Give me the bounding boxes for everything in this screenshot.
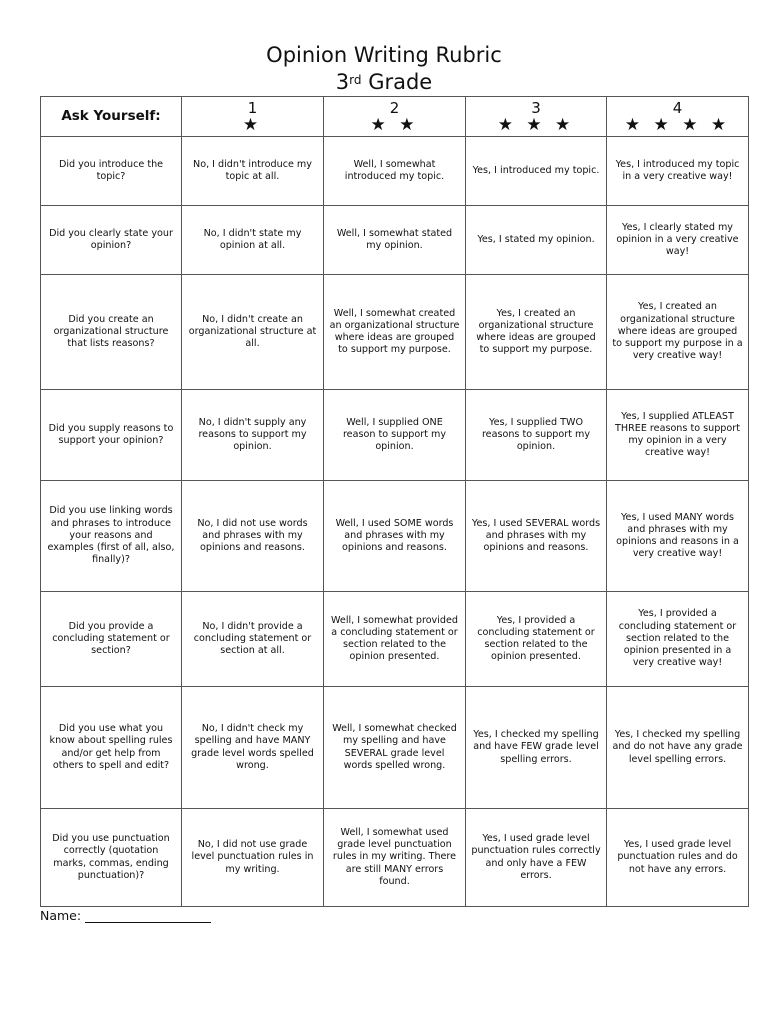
rubric-cell: Yes, I clearly stated my opinion in a very creative way! (607, 206, 749, 275)
table-row (41, 481, 749, 592)
rubric-cell: Yes, I checked my spelling and do not have any grade level spelling errors. (607, 687, 749, 809)
rubric-cell: Well, I used SOME words and phrases with my opinions and reasons. (324, 481, 466, 592)
rubric-cell: No, I didn't supply any reasons to support my opinion. (182, 390, 324, 481)
rubric-cell: Yes, I provided a concluding statement or section related to the opinion presented in a very creative way! (607, 592, 749, 687)
rubric-cell: No, I didn't check my spelling and have MANY grade level words spelled wrong. (182, 687, 324, 809)
rubric-cell: Yes, I stated my opinion. (466, 206, 607, 275)
rubric-cell: Well, I somewhat created an organizational structure where ideas are grouped to support my purpose. (324, 275, 466, 390)
question-cell: Did you provide a concluding statement or section? (41, 592, 182, 687)
rubric-cell: Well, I somewhat provided a concluding statement or section related to the opinion presented. (324, 592, 466, 687)
rubric-cell: No, I did not use words and phrases with my opinions and reasons. (182, 481, 324, 592)
rubric-cell: Yes, I supplied ATLEAST THREE reasons to support my opinion in a very creative way! (607, 390, 749, 481)
rubric-cell: Well, I somewhat introduced my topic. (324, 137, 466, 206)
level-header-3 (466, 97, 607, 137)
rubric-cell: Yes, I supplied TWO reasons to support my opinion. (466, 390, 607, 481)
star-icon: ★ ★ ★ ★ (624, 114, 731, 135)
level-header-2 (324, 97, 466, 137)
rubric-table (40, 96, 749, 907)
title-block (0, 42, 768, 96)
rubric-cell: Yes, I used MANY words and phrases with my opinions and reasons in a very creative way! (607, 481, 749, 592)
grade-word: Grade (368, 70, 433, 94)
rubric-cell: Yes, I introduced my topic. (466, 137, 607, 206)
rubric-cell: No, I didn't introduce my topic at all. (182, 137, 324, 206)
question-cell: Did you use what you know about spelling rules and/or get help from others to spell and edit? (41, 687, 182, 809)
star-icon: ★ ★ ★ (497, 114, 575, 135)
table-row (41, 206, 749, 275)
rubric-cell: Yes, I created an organizational structure where ideas are grouped to support my purpose. (466, 275, 607, 390)
rubric-cell: Well, I somewhat checked my spelling and have SEVERAL grade level words spelled wrong. (324, 687, 466, 809)
question-cell: Did you use punctuation correctly (quotation marks, commas, ending punctuation)? (41, 809, 182, 907)
question-cell: Did you introduce the topic? (41, 137, 182, 206)
name-label: Name: (40, 908, 82, 923)
star-icon: ★ (242, 114, 263, 135)
level-number: 1 (247, 98, 258, 117)
table-row (41, 592, 749, 687)
grade-subtitle (0, 69, 768, 96)
ask-yourself-header: Ask Yourself: (41, 97, 182, 137)
level-header-4 (607, 97, 749, 137)
rubric-cell: Yes, I used grade level punctuation rules and do not have any errors. (607, 809, 749, 907)
level-number: 2 (389, 98, 400, 117)
question-cell: Did you use linking words and phrases to introduce your reasons and examples (first of all, also, finally)? (41, 481, 182, 592)
rubric-cell: Well, I somewhat used grade level punctuation rules in my writing. There are still MANY errors found. (324, 809, 466, 907)
rubric-cell: Yes, I introduced my topic in a very creative way! (607, 137, 749, 206)
table-row (41, 809, 749, 907)
rubric-cell: Well, I somewhat stated my opinion. (324, 206, 466, 275)
rubric-cell: No, I didn't state my opinion at all. (182, 206, 324, 275)
question-cell: Did you clearly state your opinion? (41, 206, 182, 275)
rubric-cell: Yes, I created an organizational structure where ideas are grouped to support my purpose in a very creative way! (607, 275, 749, 390)
rubric-cell: No, I didn't create an organizational structure at all. (182, 275, 324, 390)
star-icon: ★ ★ (370, 114, 419, 135)
rubric-cell: No, I did not use grade level punctuation rules in my writing. (182, 809, 324, 907)
rubric-cell: No, I didn't provide a concluding statement or section at all. (182, 592, 324, 687)
name-blank-line[interactable] (85, 910, 211, 923)
grade-suffix: rd (349, 73, 362, 87)
table-row (41, 137, 749, 206)
rubric-cell: Well, I supplied ONE reason to support my opinion. (324, 390, 466, 481)
grade-number: 3 (335, 70, 350, 94)
level-header-1 (182, 97, 324, 137)
rubric-cell: Yes, I used grade level punctuation rules correctly and only have a FEW errors. (466, 809, 607, 907)
name-field (40, 908, 211, 923)
rubric-cell: Yes, I provided a concluding statement or section related to the opinion presented. (466, 592, 607, 687)
page-title: Opinion Writing Rubric (266, 43, 502, 67)
table-row (41, 687, 749, 809)
table-row (41, 275, 749, 390)
question-cell: Did you supply reasons to support your opinion? (41, 390, 182, 481)
rubric-cell: Yes, I used SEVERAL words and phrases with my opinions and reasons. (466, 481, 607, 592)
level-number: 4 (672, 98, 683, 117)
question-cell: Did you create an organizational structure that lists reasons? (41, 275, 182, 390)
level-number: 3 (531, 98, 541, 117)
header-row (41, 97, 749, 137)
rubric-cell: Yes, I checked my spelling and have FEW grade level spelling errors. (466, 687, 607, 809)
table-row (41, 390, 749, 481)
